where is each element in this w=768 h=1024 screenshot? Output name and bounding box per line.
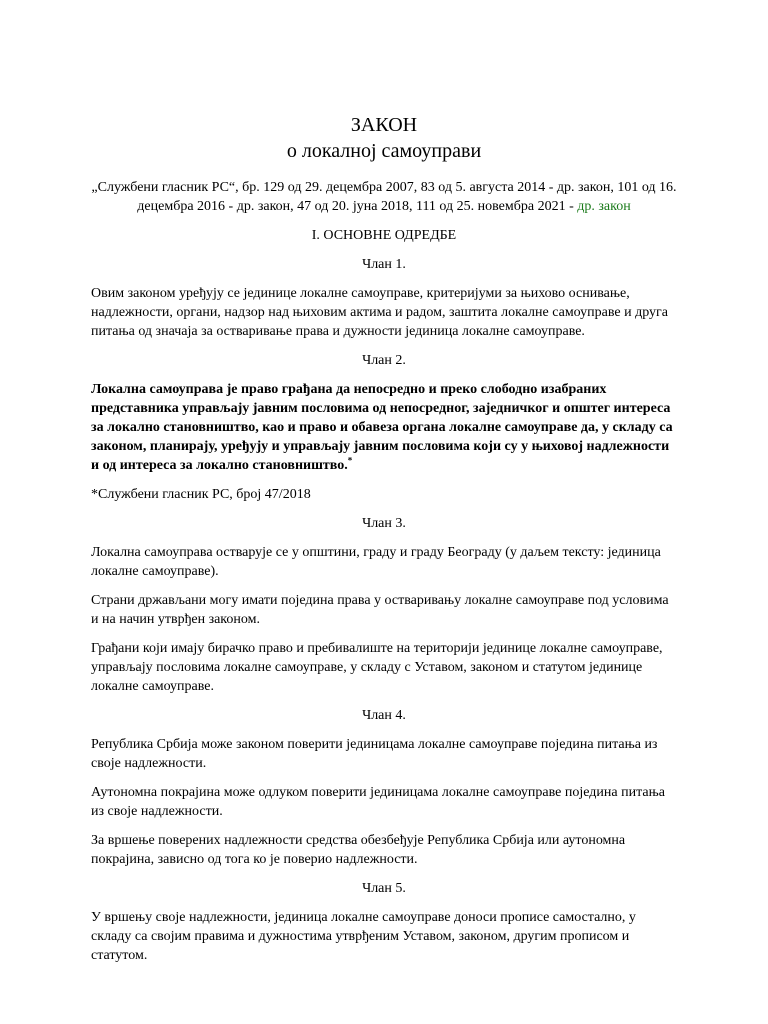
article-heading: Члан 1. [362, 257, 406, 272]
footnote-mark[interactable]: * [347, 455, 353, 466]
law-title: ЗАКОН [350, 114, 418, 136]
article-paragraph: У вршењу своје надлежности, јединица локалне самоуправе доноси прописе самостално, у складу са својим правима и дужностима утврђеним Уставом, законом, другим прописом и статутом. [91, 910, 636, 963]
gazette-name: „Службени гласник РС“ [91, 180, 236, 195]
article-heading: Члан 3. [362, 516, 406, 531]
gazette-link[interactable]: др. закон [577, 199, 631, 214]
article-paragraph: Грађани који имају бирачко право и пребивалиште на територији јединице локалне самоуправе, управљају пословима локалне самоуправе, у складу с Уставом, законом и статутом јединице локалне самоуправе. [91, 641, 663, 694]
article-heading: Члан 4. [362, 708, 406, 723]
document-content [91, 112, 677, 975]
law-subtitle: о локалној самоуправи [286, 140, 482, 162]
footnote-text: *Службени гласник РС, број 47/2018 [91, 487, 311, 502]
gazette-reference [91, 178, 677, 216]
article-heading: Члан 2. [362, 353, 406, 368]
gazette-issues: , бр. 129 од 29. децембра 2007, 83 од 5. августа 2014 - др. закон, 101 од 16. децембра 2016 - др. закон, 47 од 20. јуна 2018, 111 од 25. новембра 2021 - [137, 180, 677, 214]
section-heading: I. ОСНОВНЕ ОДРЕДБЕ [311, 228, 457, 243]
article-paragraph: Република Србија може законом поверити јединицама локалне самоуправе поједина питања из своје надлежности. [91, 737, 658, 771]
article-paragraph-bold [91, 380, 677, 475]
article-paragraph: Аутономна покрајина може одлуком поверити јединицама локалне самоуправе поједина питања из своје надлежности. [91, 785, 665, 819]
article-paragraph: За вршење поверених надлежности средства обезбеђује Република Србија или аутономна покрајина, зависно од тога ко је поверио надлежности. [91, 833, 626, 867]
article-paragraph: Овим законом уређују се јединице локалне самоуправе, критеријуми за њихово оснивање, надлежности, органи, надзор над њиховим актима и радом, заштита локалне самоуправе и друга питања од значаја за остваривање права и дужности јединица локалне самоуправе. [91, 286, 668, 339]
article-paragraph: Страни држављани могу имати поједина права у остваривању локалне самоуправе под условима и на начин утврђен законом. [91, 593, 669, 627]
article-heading: Члан 5. [362, 881, 406, 896]
article-paragraph-bold-text: Локална самоуправа је право грађана да непосредно и преко слободно изабраних представника управљају јавним пословима од непосредног, заједничког и општег интереса за локално становништво, као и право и обавеза органа локалне самоуправе да, у складу са законом, планирају, уређују и управљају јавним пословима који су у њиховој надлежности и од интереса за локално становништво. [91, 382, 673, 473]
article-paragraph: Локална самоуправа остварује се у општини, граду и граду Београду (у даљем тексту: јединица локалне самоуправе). [91, 545, 661, 579]
